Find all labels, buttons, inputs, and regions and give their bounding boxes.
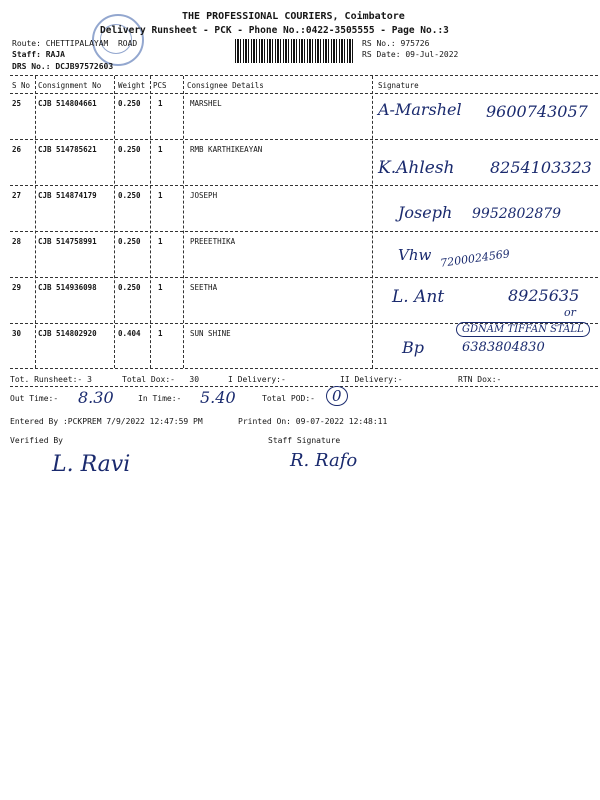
out-time-label: Out Time:- (10, 394, 59, 403)
row-weight: 0.250 (118, 99, 141, 108)
rs-number: RS No.: 975726 (362, 39, 430, 48)
row-rule (10, 231, 598, 232)
col-sep (183, 76, 184, 368)
col-header-weight: Weight (118, 81, 146, 90)
col-sep (114, 76, 115, 368)
verified-signature: L. Ravi (52, 452, 131, 477)
row-signature: A-Marshel (378, 100, 462, 119)
row-rule (10, 277, 598, 278)
row-pcs: 1 (158, 283, 163, 292)
row-phone: 9600743057 (486, 102, 588, 121)
staff-signature-label: Staff Signature (268, 436, 341, 445)
row-weight: 0.250 (118, 145, 141, 154)
row-sno: 29 (12, 283, 22, 292)
rtn-dox: RTN Dox:- (458, 375, 502, 384)
row-signature: Joseph (398, 203, 453, 222)
row-consignment: CJB 514758991 (38, 237, 97, 246)
row-phone: 9952802879 (472, 206, 562, 222)
row-consignment: CJB 514936098 (38, 283, 97, 292)
row-phone: 8925635 (508, 286, 580, 305)
col-header-consignment: Consignment No (38, 81, 102, 90)
ii-delivery: II Delivery:- (340, 375, 403, 384)
row-extra-shop: GDNAM TIFFAN STALL (456, 322, 590, 337)
row-phone: 6383804830 (462, 340, 545, 355)
row-weight: 0.404 (118, 329, 141, 338)
verified-by-label: Verified By (10, 436, 63, 445)
tot-runsheet: Tot. Runsheet:- 3 (10, 375, 92, 384)
row-rule (10, 185, 598, 186)
entered-by: Entered By :PCKPREM 7/9/2022 12:47:59 PM (10, 417, 203, 426)
row-pcs: 1 (158, 329, 163, 338)
row-pcs: 1 (158, 145, 163, 154)
total-pod-value: 0 (326, 386, 348, 406)
row-signature: Vhw (398, 246, 432, 264)
route-label: Route: CHETTIPALAYAM ROAD (12, 39, 138, 48)
row-consignee: PREEETHIKA (190, 237, 236, 246)
rs-date: RS Date: 09-Jul-2022 (362, 50, 459, 59)
total-pod-label: Total POD:- (262, 394, 315, 403)
row-weight: 0.250 (118, 237, 141, 246)
total-dox: Total Dox:- 30 (122, 375, 200, 384)
row-signature: L. Ant (392, 287, 445, 307)
table-top-rule (10, 75, 598, 76)
col-header-sno: S No (12, 81, 31, 90)
col-sep (372, 76, 373, 368)
col-sep (150, 76, 151, 368)
row-consignment: CJB 514802920 (38, 329, 97, 338)
col-sep (35, 76, 36, 368)
row-weight: 0.250 (118, 283, 141, 292)
row-sno: 25 (12, 99, 22, 108)
staff-label: Staff: RAJA (12, 50, 65, 59)
out-time-value: 8.30 (78, 388, 114, 407)
row-pcs: 1 (158, 99, 163, 108)
printed-on: Printed On: 09-07-2022 12:48:11 (238, 417, 388, 426)
table-bottom-rule (10, 368, 598, 369)
row-sno: 30 (12, 329, 22, 338)
in-time-label: In Time:- (138, 394, 182, 403)
summary-rule (10, 386, 598, 387)
row-consignee: JOSEPH (190, 191, 218, 200)
row-sno: 28 (12, 237, 22, 246)
row-extra-note: or (564, 306, 576, 319)
row-sno: 26 (12, 145, 22, 154)
row-consignee: SEETHA (190, 283, 218, 292)
row-sno: 27 (12, 191, 22, 200)
row-phone: 7200024569 (439, 247, 511, 270)
table-header-rule (10, 93, 598, 94)
row-pcs: 1 (158, 237, 163, 246)
staff-signature: R. Rafo (290, 450, 358, 471)
barcode (235, 39, 355, 63)
col-header-pcs: PCS (153, 81, 167, 90)
runsheet-subtitle: Delivery Runsheet - PCK - Phone No.:0422-3505555 - Page No.:3 (100, 25, 449, 36)
row-consignee: SUN SHINE (190, 329, 231, 338)
row-pcs: 1 (158, 191, 163, 200)
col-header-signature: Signature (378, 81, 419, 90)
row-rule (10, 139, 598, 140)
row-signature: Bp (402, 338, 424, 357)
in-time-value: 5.40 (200, 388, 236, 407)
i-delivery: I Delivery:- (228, 375, 286, 384)
row-consignment: CJB 514874179 (38, 191, 97, 200)
row-signature: K.Ahlesh (378, 158, 455, 178)
col-header-consignee: Consignee Details (187, 81, 264, 90)
row-consignment: CJB 514785621 (38, 145, 97, 154)
row-phone: 8254103323 (490, 158, 592, 177)
drs-number: DRS No.: DCJB97572603 (12, 62, 114, 71)
row-consignment: CJB 514804661 (38, 99, 97, 108)
row-consignee: RMB KARTHIKEAYAN (190, 145, 263, 154)
row-consignee: MARSHEL (190, 99, 222, 108)
row-weight: 0.250 (118, 191, 141, 200)
company-title: THE PROFESSIONAL COURIERS, Coimbatore (182, 11, 405, 22)
